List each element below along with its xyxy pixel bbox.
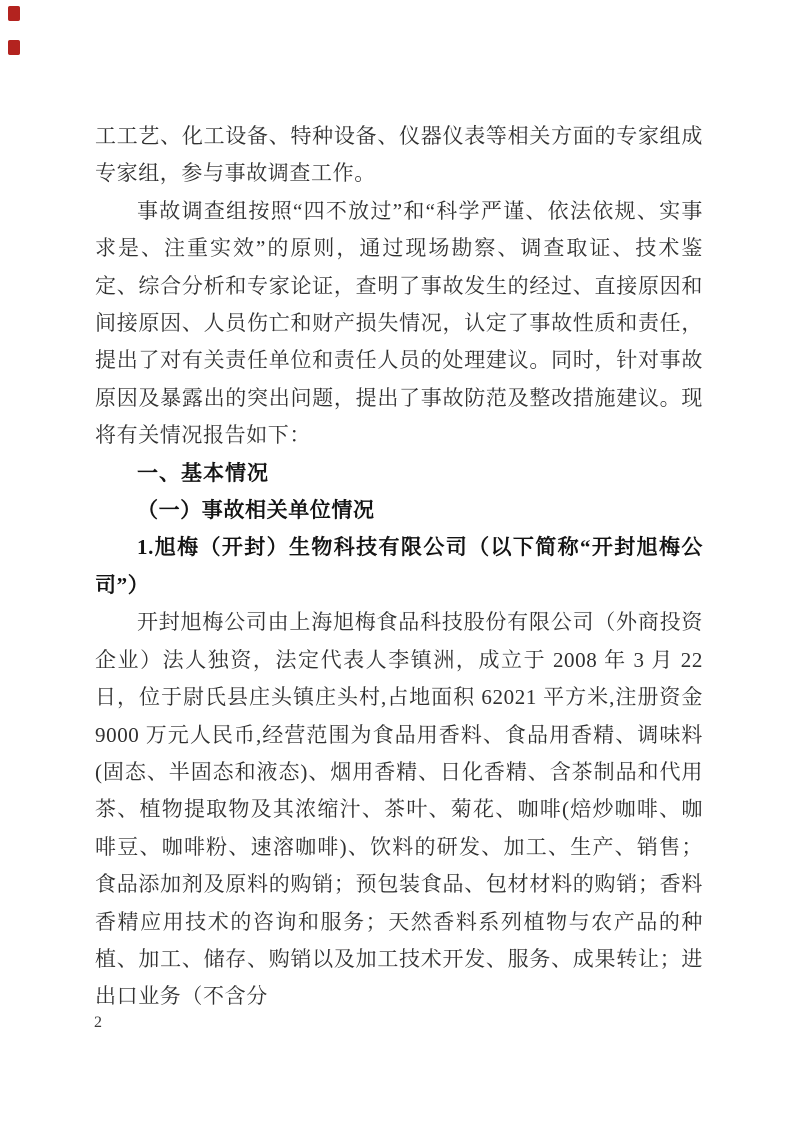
section-heading: （一）事故相关单位情况 [137,498,375,523]
body-paragraph: 工工艺、化工设备、特种设备、仪器仪表等相关方面的专家组成专家组，参与事故调查工作。 [95,124,703,186]
document-body [95,118,703,1016]
section-heading: 一、基本情况 [137,461,269,485]
body-paragraph: 事故调查组按照“四不放过”和“科学严谨、依法依规、实事求是、注重实效”的原则，通过现场勘察、调查取证、技术鉴定、综合分析和专家论证，查明了事故发生的经过、直接原因和间接原因、人员伤亡和财产损失情况，认定了事故性质和责任，提出了对有关责任单位和责任人员的处理建议。同时，针对事故原因及暴露出的突出问题，提出了事故防范及整改措施建议。现将有关情况报告如下： [95,198,703,448]
red-scan-artifact-mark-top [8,6,20,21]
page-number: 2 [94,1014,102,1031]
body-paragraph: 开封旭梅公司由上海旭梅食品科技股份有限公司（外商投资企业）法人独资，法定代表人李镇洲，成立于 2008 年 3 月 22 日，位于尉氏县庄头镇庄头村,占地面积 62021 平方米,注册资金 9000 万元人民币,经营范围为食品用香料、食品用香精、调味料(固态、半固态和液态)、烟用香精、日化香精、含茶制品和代用茶、植物提取物及其浓缩汁、茶叶、菊花、咖啡(焙炒咖啡、咖啡豆、咖啡粉、速溶咖啡)、饮料的研发、加工、生产、销售；食品添加剂及原料的购销；预包装食品、包材材料的购销；香料香精应用技术的咨询和服务；天然香料系列植物与农产品的种植、加工、储存、购销以及加工技术开发、服务、成果转让；进出口业务（不含分 [95,610,703,1009]
red-scan-artifact-mark-bottom [8,40,20,55]
section-heading: 1.旭梅（开封）生物科技有限公司（以下简称“开封旭梅公司”） [95,535,703,597]
